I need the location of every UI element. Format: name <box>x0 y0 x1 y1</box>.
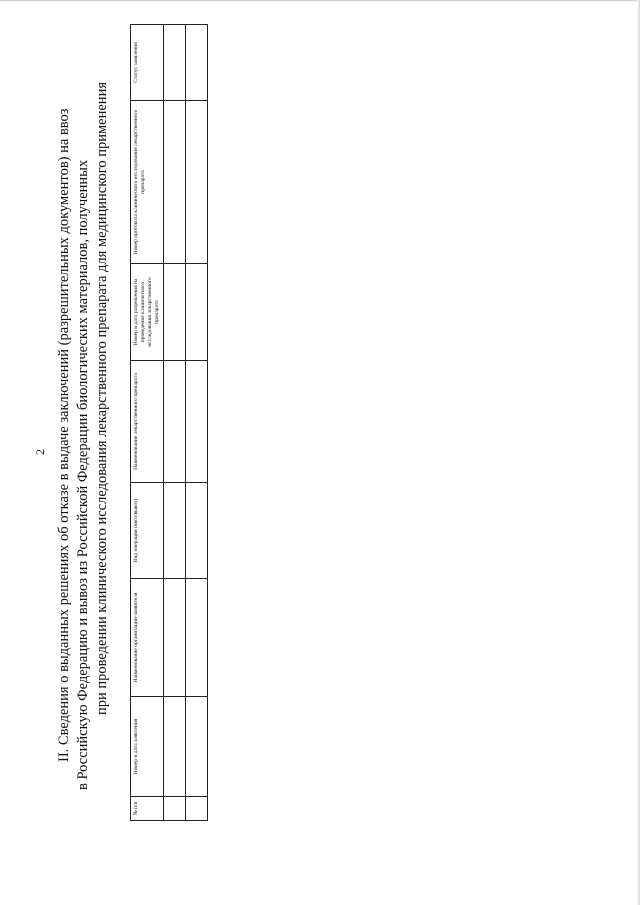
table-cell <box>164 697 186 797</box>
table-cell <box>164 579 186 697</box>
rotated-content <box>55 42 220 816</box>
table-cell <box>186 101 208 264</box>
table-row <box>164 25 186 821</box>
section-title <box>55 70 115 800</box>
page-number: 2 <box>33 449 47 455</box>
table-cell <box>186 797 208 821</box>
header-number: № п/п <box>131 797 164 821</box>
header-status: Статус заявления <box>131 25 164 101</box>
table-cell <box>164 361 186 483</box>
table-cell <box>186 697 208 797</box>
table-cell <box>186 264 208 361</box>
table-cell <box>164 101 186 264</box>
section-title-line-1: II. Сведения о выданных решениях об отказе в выдаче заключений (разрешительных документов) на ввоз <box>56 108 72 762</box>
header-applicant: Наименование организации-заявителя <box>131 579 164 697</box>
table-cell <box>164 483 186 579</box>
section-title-line-3: при проведении клинического исследования лекарственного препарата для медицинского применения <box>94 81 110 715</box>
header-application: Номер и дата заявления <box>131 697 164 797</box>
table-cell <box>164 264 186 361</box>
table-cell <box>186 25 208 101</box>
table-header-row <box>131 25 164 821</box>
table-cell <box>164 25 186 101</box>
decisions-table <box>130 24 208 821</box>
table-row <box>186 25 208 821</box>
header-operation-type: Вид операции (ввоз/вывоз) <box>131 483 164 579</box>
table-cell <box>164 797 186 821</box>
table-cell <box>186 483 208 579</box>
table-cell <box>186 579 208 697</box>
header-protocol-number: Номер протокола клинического исследования лекарственного препарата <box>131 101 164 264</box>
scan-edge-top <box>0 0 640 2</box>
table-cell <box>186 361 208 483</box>
header-drug-name: Наименование лекарственного препарата <box>131 361 164 483</box>
section-title-line-2: в Российскую Федерацию и вывоз из Российской Федерации биологических материалов, полученных <box>75 159 91 790</box>
header-permit: Номер и дата разрешения на проведение клинического исследования лекарственного препарата <box>131 264 164 361</box>
